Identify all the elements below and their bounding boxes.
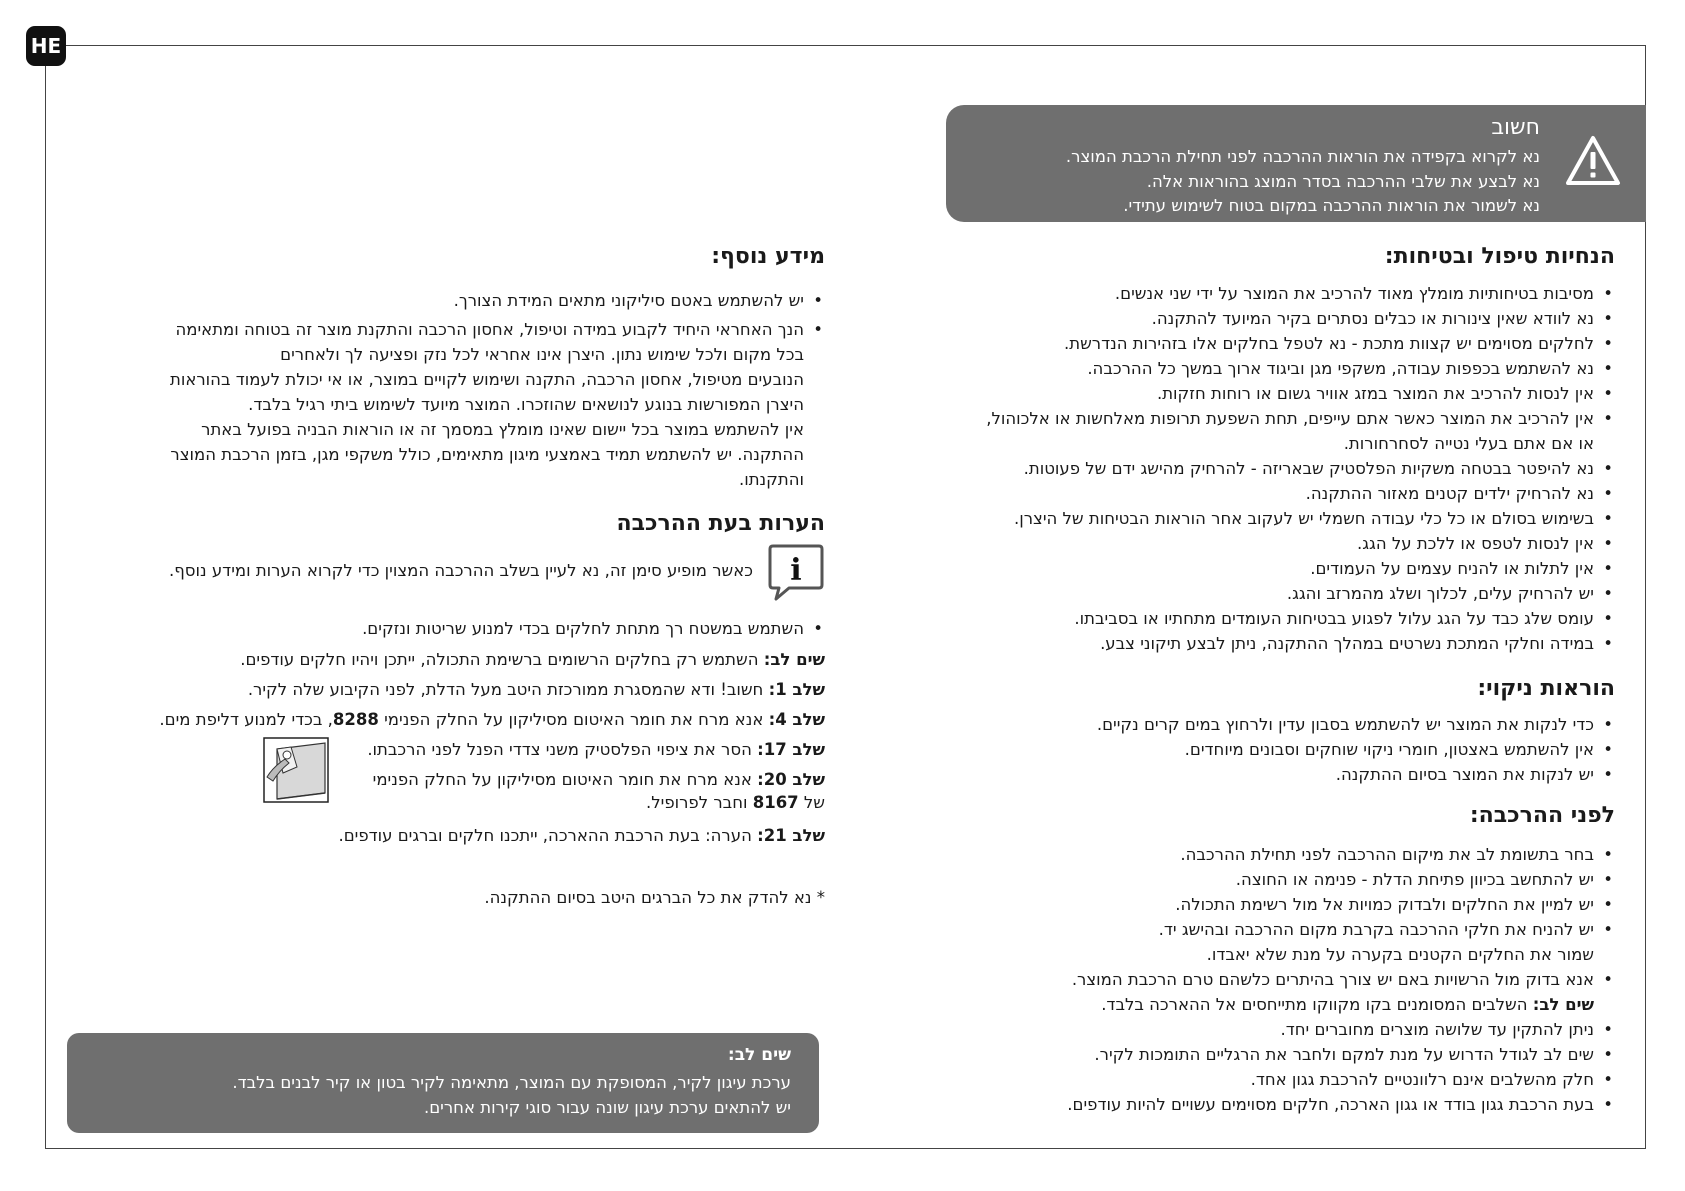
list-item: • חלק מהשלבים אינם רלוונטיים להרכבת גגון אחד. bbox=[925, 1067, 1615, 1092]
assembly-step: שלב 4: אנא מרח את חומר האיטום מסיליקון על החלק הפנימי 8288, בכדי למנוע דליפת מים. bbox=[159, 710, 825, 729]
list-item: • בשימוש בסולם או כל כלי עבודה חשמלי יש לעקוב אחר הוראות הבטיחות של היצרן. bbox=[925, 506, 1615, 531]
language-badge: HE bbox=[26, 26, 66, 66]
list-item: • מסיבות בטיחותיות מומלץ מאוד להרכיב את המוצר על ידי שני אנשים. bbox=[925, 281, 1615, 306]
list-item: • לחלקים מסוימים יש קצוות מתכת - נא לטפל בחלקים אלו בזהירות הנדרשת. bbox=[925, 331, 1615, 356]
list-item: • בחר בתשומת לב את מיקום ההרכבה לפני תחילת ההרכבה. bbox=[925, 842, 1615, 867]
list-item-continuation: או אם אתם בעלי נטייה לסחרחורות. bbox=[1343, 434, 1594, 453]
list-item: • נא להשתמש בכפפות עבודה, משקפי מגן וביגוד ארוך במשך כל ההרכבה. bbox=[925, 356, 1615, 381]
list-item: • יש לנקות את המוצר בסיום ההתקנה. bbox=[925, 762, 1615, 787]
more-info-list bbox=[110, 288, 825, 492]
list-item-note: שים לב: השלבים המסומנים בקו מקווקו מתייחסים אל ההארכה בלבד. bbox=[1101, 995, 1594, 1014]
before-assembly-title: לפני ההרכבה: bbox=[1469, 803, 1615, 828]
list-item: • השתמש במשטח רך מתחת לחלקים בכדי למנוע שריטות ונזקים. bbox=[110, 616, 825, 641]
peel-film-diagram bbox=[263, 737, 329, 803]
list-item: • יש להתחשב בכיוון פתיחת הדלת - פנימה או החוצה. bbox=[925, 867, 1615, 892]
warning-line: נא לבצע את שלבי ההרכבה בסדר המוצג בהוראות אלה. bbox=[1146, 171, 1540, 191]
warning-title: חשוב bbox=[1491, 115, 1540, 140]
assembly-notes-title: הערות בעת ההרכבה bbox=[616, 511, 825, 536]
list-item: • יש להרחיק עלים, לכלוך ושלג מהמרזב והגג. bbox=[925, 581, 1615, 606]
cleaning-list bbox=[925, 712, 1615, 787]
wall-anchor-note-box bbox=[67, 1033, 819, 1133]
list-item: • כדי לנקות את המוצר יש להשתמש בסבון עדין ולרחוץ במים קרים נקיים. bbox=[925, 712, 1615, 737]
footnote: * נא להדק את כל הברגים היטב בסיום ההתקנה. bbox=[484, 888, 825, 907]
list-item: • עומס שלג כבד על הגג עלול לפגוע בבטיחות העומדים מתחתיו או בסביבתו. bbox=[925, 606, 1615, 631]
assembly-step: שלב 20: אנא מרח את חומר האיטום מסיליקון על החלק הפנימי bbox=[372, 770, 825, 789]
list-item: • יש למיין את החלקים ולבדוק כמויות אל מול רשימת התכולה. bbox=[925, 892, 1615, 917]
list-item: • ניתן להתקין עד שלושה מוצרים מחוברים יחד. bbox=[925, 1017, 1615, 1042]
list-item: • אנא בדוק מול הרשויות באם יש צורך בהיתרים כלשהם טרם הרכבת המוצר. שים לב: השלבים המסומנים בקו מקווקו מתייחסים אל ההארכה בלבד. bbox=[925, 967, 1615, 1017]
warning-line: נא לשמור את הוראות ההרכבה במקום בטוח לשימוש עתידי. bbox=[1123, 196, 1540, 215]
list-item: • יש להניח את חלקי ההרכבה בקרבת מקום ההרכבה ובהישג יד. שמור את החלקים הקטנים בקערה על מנת שלא יאבדו. bbox=[925, 917, 1615, 967]
note-line: יש להתאים ערכת עיגון שונה עבור סוגי קירות אחרים. bbox=[423, 1098, 791, 1117]
note-lines bbox=[232, 1070, 791, 1120]
right-column bbox=[925, 0, 1615, 1191]
info-symbol-text: כאשר מופיע סימן זה, נא לעיין בשלב ההרכבה המצוין כדי לקרוא הערות ומידע נוסף. bbox=[169, 561, 753, 580]
list-item: • אין לנסות לטפס או ללכת על הגג. bbox=[925, 531, 1615, 556]
list-item: • בעת הרכבת גגון בודד או גגון הארכה, חלקים מסוימים עשויים להיות עודפים. bbox=[925, 1092, 1615, 1117]
before-assembly-list bbox=[925, 842, 1615, 1117]
safety-list bbox=[925, 281, 1615, 656]
list-item: • אין לתלות או להניח עצמים על העמודים. bbox=[925, 556, 1615, 581]
note-line: ערכת עיגון לקיר, המסופקת עם המוצר, מתאימה לקיר בטון או קיר לבנים בלבד. bbox=[232, 1073, 791, 1092]
list-item: • נא לוודא שאין צינורות או כבלים נסתרים בקיר המיועד להתקנה. bbox=[925, 306, 1615, 331]
left-column bbox=[110, 0, 825, 1191]
assembly-step: שלב 1: חשוב! ודא שהמסגרת ממורכזת היטב מעל הדלת, לפני הקיבוע שלה לקיר. bbox=[247, 680, 825, 699]
list-item: • יש להשתמש באטם סיליקוני מתאים המידת הצורך. bbox=[110, 288, 825, 313]
list-item-continuation: שמור את החלקים הקטנים בקערה על מנת שלא יאבדו. bbox=[1206, 945, 1594, 964]
list-item: • אין להשתמש באצטון, חומרי ניקוי שוחקים וסבונים מיוחדים. bbox=[925, 737, 1615, 762]
cleaning-title: הוראות ניקוי: bbox=[1477, 676, 1615, 701]
assembly-step: שלב 17: הסר את ציפוי הפלסטיק משני צדדי הפנל לפני הרכבתו. bbox=[367, 740, 825, 759]
info-speech-bubble-icon bbox=[767, 543, 825, 601]
svg-text:i: i bbox=[790, 553, 802, 588]
safety-title: הנחיות טיפול ובטיחות: bbox=[1384, 244, 1615, 269]
list-item: • נא להרחיק ילדים קטנים מאזור ההתקנה. bbox=[925, 481, 1615, 506]
list-item: • אין לנסות להרכיב את המוצר במזג אוויר גשום או רוחות חזקות. bbox=[925, 381, 1615, 406]
warning-line: נא לקרוא בקפידה את הוראות ההרכבה לפני תחילת הרכבת המוצר. bbox=[1065, 147, 1540, 166]
list-item: • הנך האחראי היחיד לקבוע במידה וטיפול, אחסון הרכבה והתקנת מוצר זה בטוחה ומתאימה בכל מקום ולכל שימוש נתון. היצרן אינו אחראי לכל נזק ופציעה לך ולאחרים הנובעים מטיפול, אחסון הרכבה, התקנה ושימוש לקויים במוצר, או אי יכולת לעמוד בהוראות היצרן המפורשות בנוגע לנושאים שהוזכרו. המוצר מיועד לשימוש ביתי רגיל בלבד. אין להשתמש במוצר בכל יישום שאינו מומלץ במסמך זה או הוראות הבניה בפועל באתר ההתקנה. יש להשתמש תמיד באמצעי מיגון מתאימים, כולל משקפי מגן, בזמן הרכבת המוצר והתקנתו. bbox=[110, 317, 825, 492]
assembly-step: שים לב: השתמש רק בחלקים הרשומים ברשימת התכולה, ייתכן ויהיו חלקים עודפים. bbox=[240, 650, 825, 669]
list-item: • אין להרכיב את המוצר כאשר אתם עייפים, תחת השפעת תרופות מאלחשות או אלכוהול, או אם אתם בעלי נטייה לסחרחורות. bbox=[925, 406, 1615, 456]
assembly-step-continuation: של 8167 וחבר לפרופיל. bbox=[646, 793, 825, 812]
list-item: • שים לב לגודל הדרוש על מנת למקם ולחבר את הרגליים התומכות לקיר. bbox=[925, 1042, 1615, 1067]
assembly-bullet-list bbox=[110, 616, 825, 641]
assembly-step: שלב 21: הערה: בעת הרכבת ההארכה, ייתכנו חלקים וברגים עודפים. bbox=[338, 826, 825, 845]
more-info-title: מידע נוסף: bbox=[711, 244, 825, 269]
note-title: שים לב: bbox=[727, 1045, 791, 1065]
list-item: • נא להיפטר בבטחה משקיות הפלסטיק שבאריזה - להרחיק מהישג ידם של פעוטות. bbox=[925, 456, 1615, 481]
list-item: • במידה וחלקי המתכת נשרטים במהלך ההתקנה, ניתן לבצע תיקוני צבע. bbox=[925, 631, 1615, 656]
